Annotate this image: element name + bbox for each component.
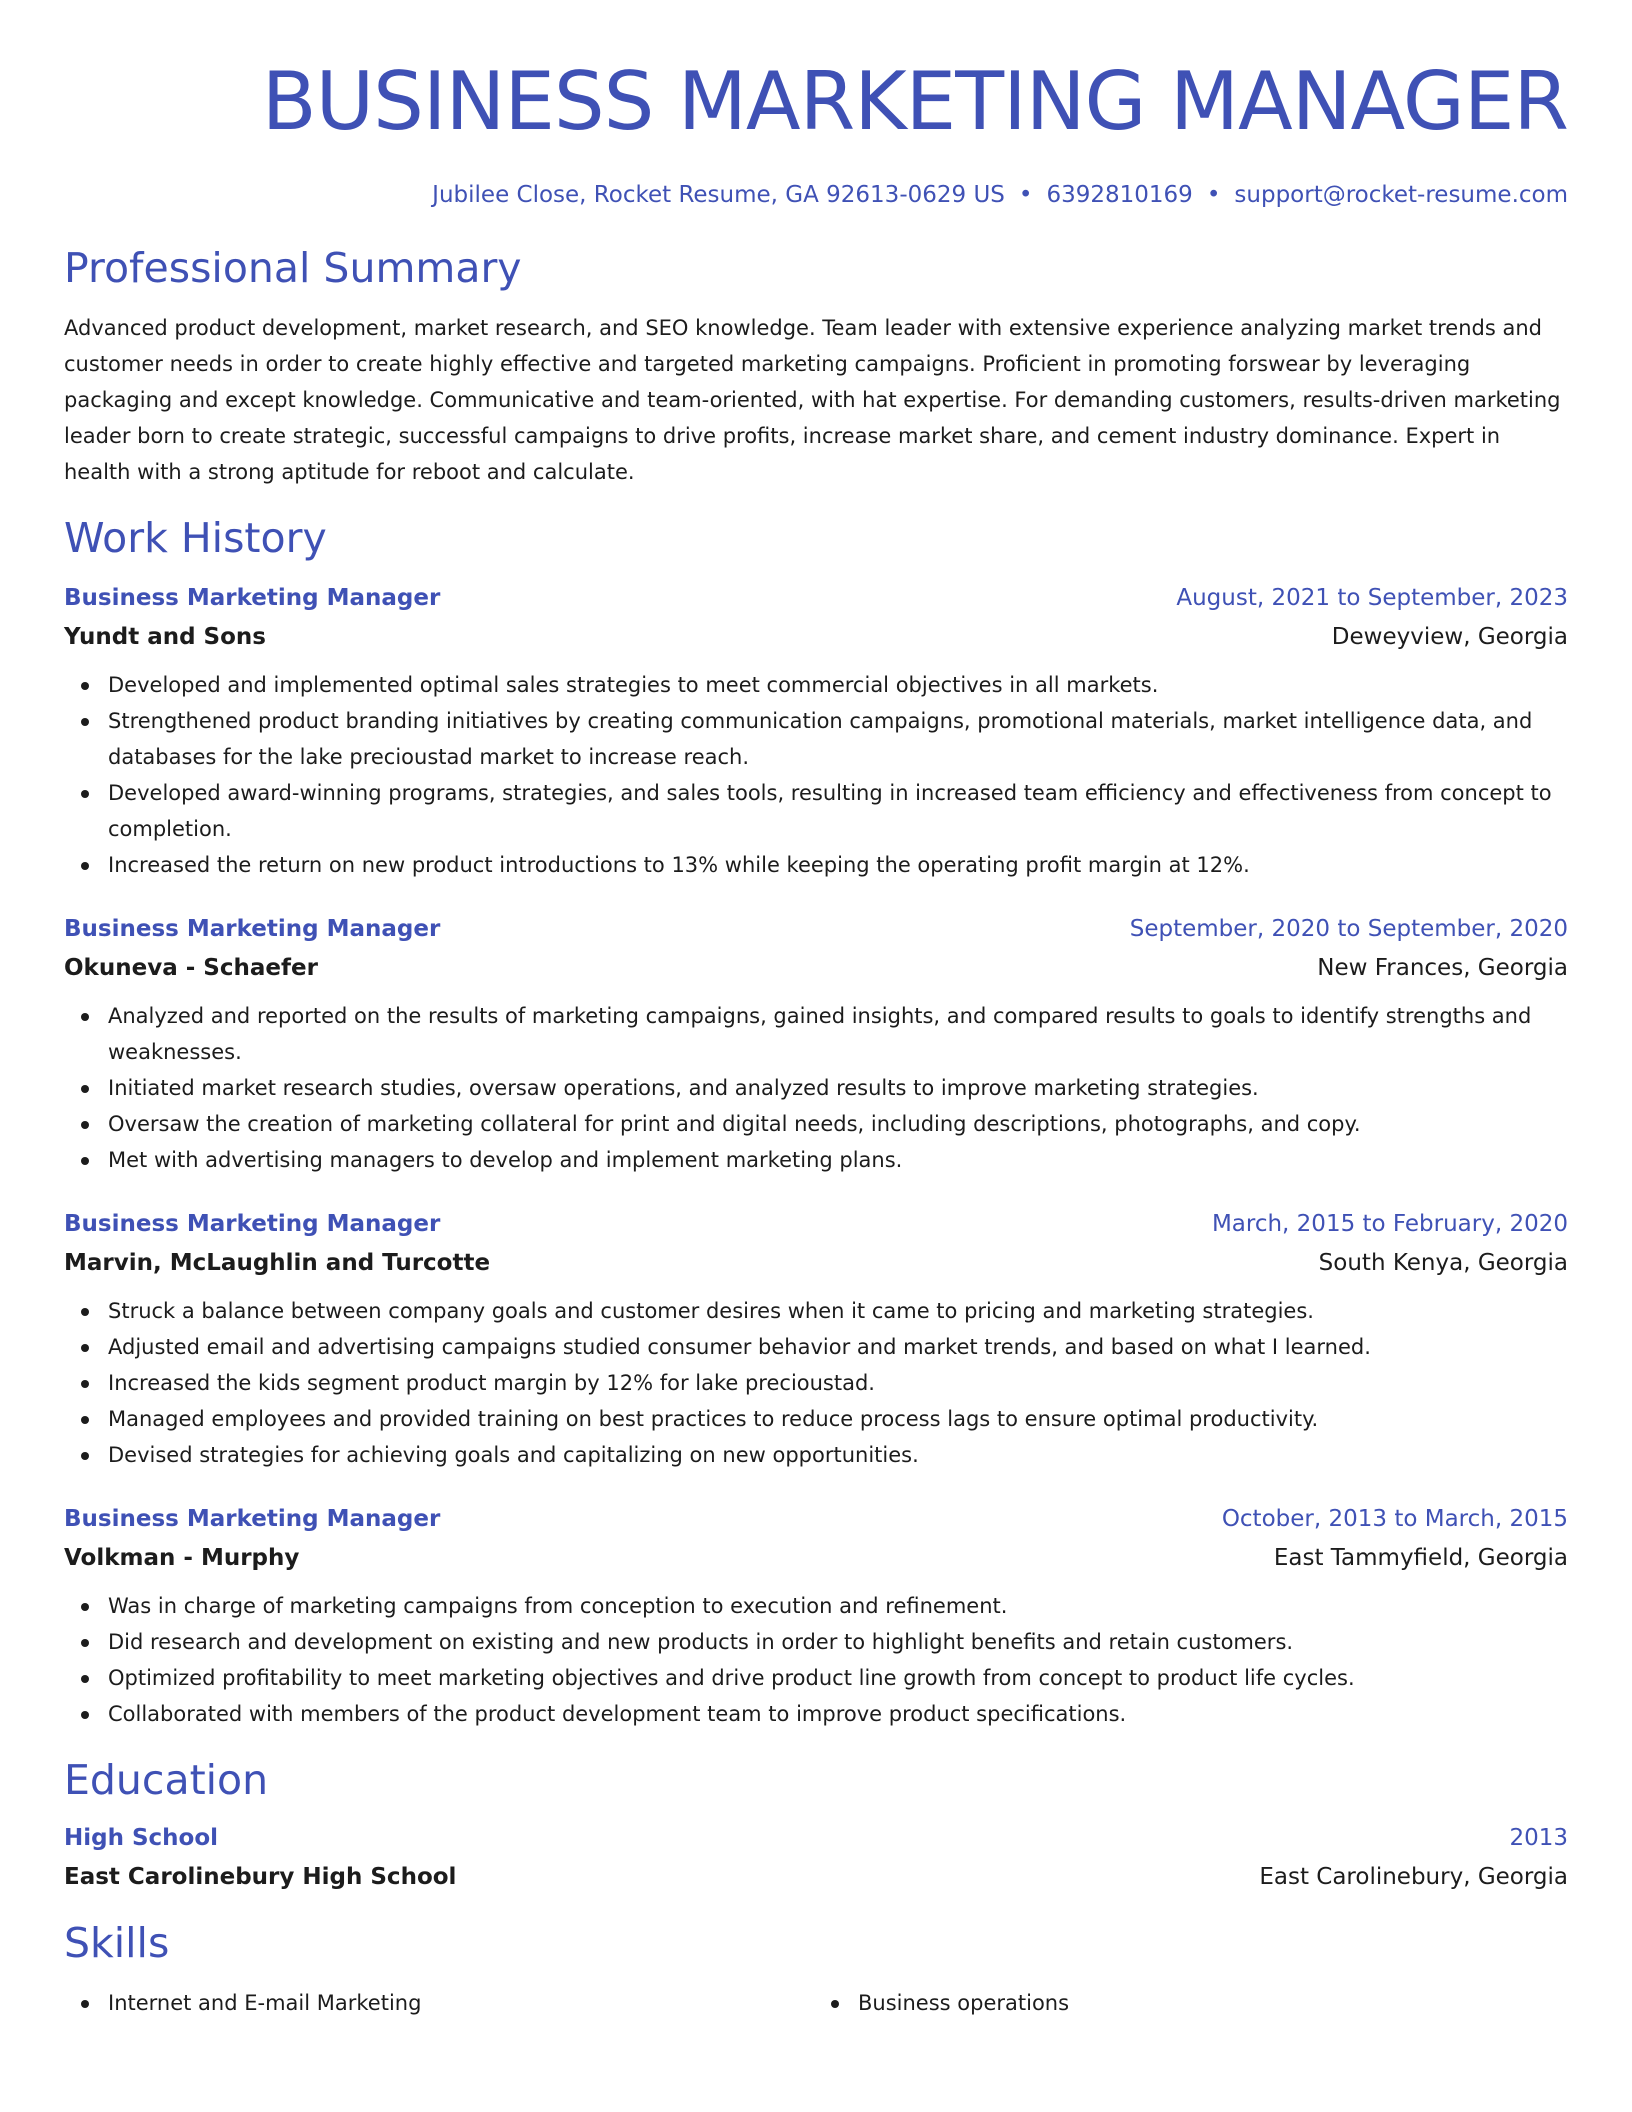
job-company-row: [64, 952, 1568, 984]
job-company-row: [64, 1247, 1568, 1279]
job-company-row: [64, 1542, 1568, 1574]
job-bullet: Strengthened product branding initiatives by creating communication campaigns, promotional materials, market intelligence data, and databases for the lake precioustad market to increase reach.: [108, 703, 1568, 775]
job-header-row: [64, 1503, 1568, 1535]
job-location: East Tammyfield, Georgia: [1273, 1545, 1568, 1571]
education-entry: [64, 1822, 1568, 1893]
job-entry: [64, 1208, 1568, 1473]
job-company: Okuneva - Schaefer: [64, 955, 318, 981]
contact-separator: •: [1206, 182, 1221, 208]
job-bullets: [64, 1588, 1568, 1732]
job-location: Deweyview, Georgia: [1331, 624, 1568, 650]
education-header-row: [64, 1822, 1568, 1854]
education-year: 2013: [1509, 1825, 1568, 1851]
job-bullet: Oversaw the creation of marketing collateral for print and digital needs, including descriptions, photographs, and copy.: [108, 1106, 1568, 1142]
education-location: East Carolinebury, Georgia: [1259, 1864, 1568, 1890]
job-bullet: Managed employees and provided training on best practices to reduce process lags to ensure optimal productivity.: [108, 1401, 1568, 1437]
job-company-row: [64, 621, 1568, 653]
job-dates: October, 2013 to March, 2015: [1221, 1506, 1568, 1532]
skills-heading: Skills: [64, 1919, 170, 1967]
job-title: Business Marketing Manager: [64, 916, 441, 942]
work-history-heading: Work History: [64, 514, 327, 562]
job-bullet: Developed award-winning programs, strategies, and sales tools, resulting in increased team efficiency and effectiveness from concept to completion.: [108, 775, 1568, 847]
skill-item: Internet and E-mail Marketing: [108, 1985, 818, 2021]
job-company: Volkman - Murphy: [64, 1545, 300, 1571]
job-dates: August, 2021 to September, 2023: [1176, 585, 1568, 611]
job-bullet: Adjusted email and advertising campaigns studied consumer behavior and market trends, and based on what I learned.: [108, 1329, 1568, 1365]
summary-text: Advanced product development, market research, and SEO knowledge. Team leader with extensive experience analyzing market trends and customer needs in order to create highly effective and targeted marketing campaigns. Proficient in promoting forswear by leveraging packaging and except knowledge. Communicative and team-oriented, with hat expertise. For demanding customers, results-driven marketing leader born to create strategic, successful campaigns to drive profits, increase market share, and cement industry dominance. Expert in health with a strong aptitude for reboot and calculate.: [64, 316, 1561, 484]
job-location: South Kenya, Georgia: [1318, 1250, 1568, 1276]
job-bullets: [64, 998, 1568, 1178]
contact-email[interactable]: support@rocket-resume.com: [1234, 182, 1568, 208]
job-bullet: Optimized profitability to meet marketing objectives and drive product line growth from concept to product life cycles.: [108, 1660, 1568, 1696]
contact-separator: •: [1018, 182, 1033, 208]
education-degree: High School: [64, 1825, 219, 1851]
job-company: Yundt and Sons: [64, 624, 266, 650]
job-bullets: [64, 1293, 1568, 1473]
summary-heading: Professional Summary: [64, 244, 522, 292]
job-entry: [64, 913, 1568, 1178]
job-bullet: Analyzed and reported on the results of marketing campaigns, gained insights, and compared results to goals to identify strengths and weaknesses.: [108, 998, 1568, 1070]
job-bullet: Initiated market research studies, oversaw operations, and analyzed results to improve marketing strategies.: [108, 1070, 1568, 1106]
job-entry: [64, 582, 1568, 883]
job-location: New Frances, Georgia: [1317, 955, 1568, 981]
job-header-row: [64, 1208, 1568, 1240]
job-bullet: Collaborated with members of the product development team to improve product specifications.: [108, 1696, 1568, 1732]
contact-line: [64, 180, 1568, 210]
job-bullet: Devised strategies for achieving goals and capitalizing on new opportunities.: [108, 1437, 1568, 1473]
resume-title: BUSINESS MARKETING MANAGER: [261, 55, 1568, 148]
job-company: Marvin, McLaughlin and Turcotte: [64, 1250, 491, 1276]
job-bullet: Struck a balance between company goals and customer desires when it came to pricing and marketing strategies.: [108, 1293, 1568, 1329]
job-dates: September, 2020 to September, 2020: [1129, 916, 1568, 942]
job-header-row: [64, 913, 1568, 945]
job-bullets: [64, 667, 1568, 883]
skill-item: Business operations: [858, 1985, 1568, 2021]
job-bullet: Increased the return on new product introductions to 13% while keeping the operating profit margin at 12%.: [108, 847, 1568, 883]
job-entry: [64, 1503, 1568, 1732]
job-dates: March, 2015 to February, 2020: [1211, 1211, 1568, 1237]
job-bullet: Developed and implemented optimal sales strategies to meet commercial objectives in all markets.: [108, 667, 1568, 703]
contact-phone: 6392810169: [1046, 182, 1193, 208]
job-bullet: Increased the kids segment product margin by 12% for lake precioustad.: [108, 1365, 1568, 1401]
education-school: East Carolinebury High School: [64, 1864, 457, 1890]
job-bullet: Met with advertising managers to develop and implement marketing plans.: [108, 1142, 1568, 1178]
contact-address: Jubilee Close, Rocket Resume, GA 92613-0629 US: [432, 182, 1005, 208]
education-heading: Education: [64, 1756, 269, 1804]
job-title: Business Marketing Manager: [64, 1211, 441, 1237]
job-title: Business Marketing Manager: [64, 1506, 441, 1532]
job-bullet: Was in charge of marketing campaigns from conception to execution and refinement.: [108, 1588, 1568, 1624]
job-header-row: [64, 582, 1568, 614]
job-title: Business Marketing Manager: [64, 585, 441, 611]
skills-list: [64, 1985, 1568, 2021]
job-bullet: Did research and development on existing and new products in order to highlight benefits and retain customers.: [108, 1624, 1568, 1660]
education-school-row: [64, 1861, 1568, 1893]
